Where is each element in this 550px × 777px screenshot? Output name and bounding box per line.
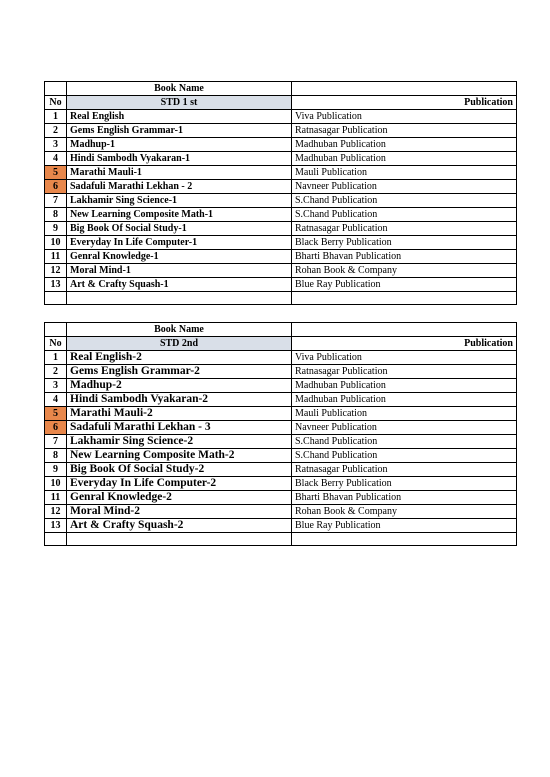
book-title: Gems English Grammar-1: [67, 124, 292, 138]
row-number: 4: [45, 393, 67, 407]
book-title: Moral Mind-1: [67, 264, 292, 278]
row-number: 5: [45, 166, 67, 180]
row-number: 9: [45, 222, 67, 236]
table-row: [45, 449, 517, 463]
row-number: 1: [45, 110, 67, 124]
book-title: Lakhamir Sing Science-1: [67, 194, 292, 208]
book-title: Moral Mind-2: [67, 505, 292, 519]
table-row: [45, 379, 517, 393]
row-number: 12: [45, 264, 67, 278]
publisher: Blue Ray Publication: [292, 519, 517, 533]
empty-cell: [292, 292, 517, 305]
publisher: Blue Ray Publication: [292, 278, 517, 292]
book-title: Madhup-1: [67, 138, 292, 152]
row-number: 2: [45, 124, 67, 138]
publisher: S.Chand Publication: [292, 449, 517, 463]
publisher: S.Chand Publication: [292, 194, 517, 208]
book-title: Hindi Sambodh Vyakaran-1: [67, 152, 292, 166]
table-row: [45, 138, 517, 152]
table-row: [45, 236, 517, 250]
empty-cell: [67, 292, 292, 305]
book-title: Big Book Of Social Study-1: [67, 222, 292, 236]
publisher: Viva Publication: [292, 351, 517, 365]
std2-book-table: [44, 322, 517, 546]
row-number: 2: [45, 365, 67, 379]
std2-table-body: [45, 323, 517, 546]
book-title: Gems English Grammar-2: [67, 365, 292, 379]
book-name-label: Book Name: [67, 323, 292, 337]
table-row: [45, 110, 517, 124]
table-row: [45, 407, 517, 421]
empty-cell: [45, 323, 67, 337]
publisher: Ratnasagar Publication: [292, 222, 517, 236]
book-name-header-row: [45, 82, 517, 96]
table-row: [45, 351, 517, 365]
table-row: [45, 124, 517, 138]
row-number: 6: [45, 421, 67, 435]
table-row: [45, 435, 517, 449]
book-title: Marathi Mauli-1: [67, 166, 292, 180]
row-number: 4: [45, 152, 67, 166]
table-row: [45, 393, 517, 407]
table-row: [45, 152, 517, 166]
row-number: 10: [45, 236, 67, 250]
table-row: [45, 463, 517, 477]
publisher: Rohan Book & Company: [292, 505, 517, 519]
publisher: Madhuban Publication: [292, 138, 517, 152]
column-header-row: [45, 337, 517, 351]
row-number: 7: [45, 194, 67, 208]
row-number: 13: [45, 519, 67, 533]
empty-cell: [292, 533, 517, 546]
book-name-label: Book Name: [67, 82, 292, 96]
table-row: [45, 264, 517, 278]
table-row: [45, 421, 517, 435]
row-number: 5: [45, 407, 67, 421]
book-title: Lakhamir Sing Science-2: [67, 435, 292, 449]
row-number: 6: [45, 180, 67, 194]
row-number: 3: [45, 138, 67, 152]
table-row: [45, 194, 517, 208]
publisher: Madhuban Publication: [292, 152, 517, 166]
book-title: Genral Knowledge-2: [67, 491, 292, 505]
table-row: [45, 250, 517, 264]
table-row: [45, 505, 517, 519]
table-row: [45, 222, 517, 236]
empty-row: [45, 292, 517, 305]
publisher: Bharti Bhavan Publication: [292, 250, 517, 264]
publisher: Ratnasagar Publication: [292, 463, 517, 477]
book-title: Marathi Mauli-2: [67, 407, 292, 421]
publisher: Navneer Publication: [292, 421, 517, 435]
empty-cell: [45, 82, 67, 96]
empty-cell: [67, 533, 292, 546]
empty-cell: [292, 323, 517, 337]
empty-cell: [45, 292, 67, 305]
empty-row: [45, 533, 517, 546]
row-number: 8: [45, 449, 67, 463]
publisher: S.Chand Publication: [292, 435, 517, 449]
publisher: Ratnasagar Publication: [292, 365, 517, 379]
publisher: Madhuban Publication: [292, 379, 517, 393]
publication-column-header: Publication: [292, 96, 517, 110]
book-title: Real English-2: [67, 351, 292, 365]
book-name-header-row: [45, 323, 517, 337]
table-row: [45, 208, 517, 222]
book-title: Everyday In Life Computer-1: [67, 236, 292, 250]
publisher: Navneer Publication: [292, 180, 517, 194]
book-title: Sadafuli Marathi Lekhan - 3: [67, 421, 292, 435]
publisher: Madhuban Publication: [292, 393, 517, 407]
row-number: 11: [45, 491, 67, 505]
no-column-header: No: [45, 96, 67, 110]
empty-cell: [292, 82, 517, 96]
book-title: Everyday In Life Computer-2: [67, 477, 292, 491]
book-title: Genral Knowledge-1: [67, 250, 292, 264]
std1-book-table: [44, 81, 517, 305]
table-row: [45, 166, 517, 180]
column-header-row: [45, 96, 517, 110]
book-title: Real English: [67, 110, 292, 124]
table-row: [45, 491, 517, 505]
publisher: Rohan Book & Company: [292, 264, 517, 278]
empty-cell: [45, 533, 67, 546]
row-number: 7: [45, 435, 67, 449]
publication-column-header: Publication: [292, 337, 517, 351]
book-title: Art & Crafty Squash-2: [67, 519, 292, 533]
book-title: New Learning Composite Math-1: [67, 208, 292, 222]
book-title: Hindi Sambodh Vyakaran-2: [67, 393, 292, 407]
row-number: 10: [45, 477, 67, 491]
table-row: [45, 477, 517, 491]
book-title: Art & Crafty Squash-1: [67, 278, 292, 292]
table-row: [45, 278, 517, 292]
publisher: Mauli Publication: [292, 166, 517, 180]
std-column-header: STD 1 st: [67, 96, 292, 110]
publisher: S.Chand Publication: [292, 208, 517, 222]
publisher: Viva Publication: [292, 110, 517, 124]
table-row: [45, 180, 517, 194]
publisher: Black Berry Publication: [292, 477, 517, 491]
row-number: 3: [45, 379, 67, 393]
table-row: [45, 365, 517, 379]
row-number: 1: [45, 351, 67, 365]
book-title: Big Book Of Social Study-2: [67, 463, 292, 477]
no-column-header: No: [45, 337, 67, 351]
publisher: Bharti Bhavan Publication: [292, 491, 517, 505]
publisher: Ratnasagar Publication: [292, 124, 517, 138]
row-number: 12: [45, 505, 67, 519]
std-column-header: STD 2nd: [67, 337, 292, 351]
book-title: Sadafuli Marathi Lekhan - 2: [67, 180, 292, 194]
table-row: [45, 519, 517, 533]
row-number: 13: [45, 278, 67, 292]
row-number: 9: [45, 463, 67, 477]
std1-table-body: [45, 82, 517, 305]
publisher: Mauli Publication: [292, 407, 517, 421]
row-number: 11: [45, 250, 67, 264]
book-title: New Learning Composite Math-2: [67, 449, 292, 463]
publisher: Black Berry Publication: [292, 236, 517, 250]
book-title: Madhup-2: [67, 379, 292, 393]
row-number: 8: [45, 208, 67, 222]
